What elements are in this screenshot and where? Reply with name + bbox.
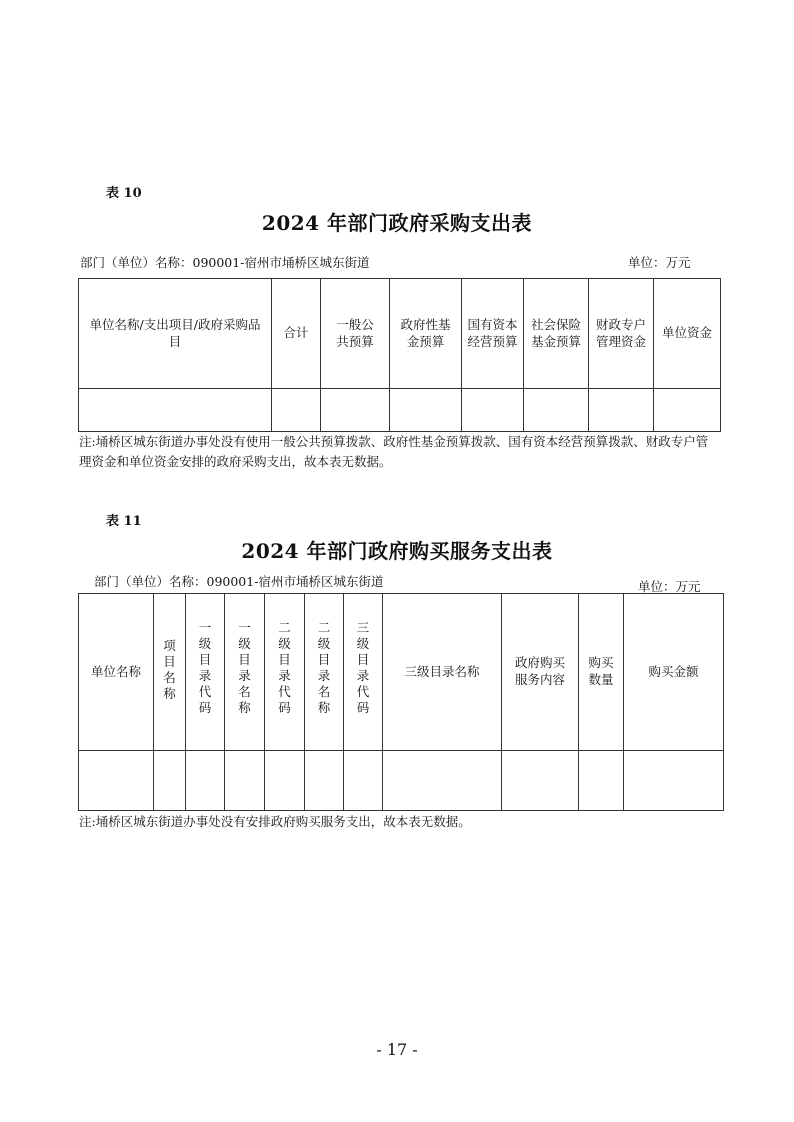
table10-grid	[78, 278, 721, 432]
table10-header-cell: 政府性基金预算	[390, 279, 462, 389]
table11-dept: 部门（单位）名称：090001-宿州市埇桥区城东街道	[94, 574, 384, 589]
table10-cell	[321, 389, 390, 432]
table10-header-row	[79, 279, 721, 389]
table10-header-cell: 合计	[272, 279, 321, 389]
table11-cell	[383, 751, 502, 811]
table11-header-cell	[344, 594, 383, 751]
table11-unit: 单位：万元	[638, 579, 701, 594]
table11-header-text: 一级目录代码	[198, 620, 212, 715]
table11-header-text: 二级目录名称	[317, 620, 331, 715]
table10-empty-row	[79, 389, 721, 432]
table11-header-cell	[154, 594, 186, 751]
table10-dept: 部门（单位）名称：090001-宿州市埇桥区城东街道	[80, 255, 370, 270]
table10-header-cell: 财政专户管理资金	[589, 279, 654, 389]
table10-header-cell: 一般公共预算	[321, 279, 390, 389]
table10-cell	[589, 389, 654, 432]
table10-cell	[524, 389, 589, 432]
table11-cell	[79, 751, 154, 811]
table10-cell	[390, 389, 462, 432]
table11-header-cell	[265, 594, 305, 751]
table10-cell	[272, 389, 321, 432]
table11-header-row	[79, 594, 724, 751]
table10-cell	[462, 389, 524, 432]
table11-grid	[78, 593, 724, 811]
table11-header-cell: 政府购买服务内容	[502, 594, 579, 751]
table10-title: 2024 年部门政府采购支出表	[261, 211, 533, 235]
table11-header-text: 一级目录名称	[238, 620, 251, 715]
table11-title: 2024 年部门政府购买服务支出表	[241, 539, 553, 563]
table11-header-cell	[186, 594, 225, 751]
table11-cell	[225, 751, 265, 811]
table11-header-cell: 三级目录名称	[383, 594, 502, 751]
table11-cell	[579, 751, 624, 811]
table10-header-cell: 单位名称/支出项目/政府采购品目	[79, 279, 272, 389]
table11-header-text: 三级目录代码	[356, 620, 370, 715]
table11-header-cell: 单位名称	[79, 594, 154, 751]
table11-label: 表 11	[106, 514, 142, 529]
table10-header-cell: 国有资本经营预算	[462, 279, 524, 389]
table11-cell	[305, 751, 344, 811]
table10-label: 表 10	[106, 186, 142, 201]
table11-header-cell: 购买数量	[579, 594, 624, 751]
table11-empty-row	[79, 751, 724, 811]
table11-cell	[502, 751, 579, 811]
table11-header-cell	[225, 594, 265, 751]
table11-cell	[154, 751, 186, 811]
table10-header-cell: 单位资金	[654, 279, 721, 389]
table10-cell	[79, 389, 272, 432]
table11-cell	[624, 751, 724, 811]
table11-cell	[265, 751, 305, 811]
table10-unit: 单位：万元	[628, 255, 691, 270]
table10-header-cell: 社会保险基金预算	[524, 279, 589, 389]
table11-cell	[344, 751, 383, 811]
table11-header-cell: 购买金额	[624, 594, 724, 751]
table10-note: 注:埇桥区城东街道办事处没有使用一般公共预算拨款、政府性基金预算拨款、国有资本经营预算拨款、财政专户管理资金和单位资金安排的政府采购支出，故本表无数据。	[79, 434, 709, 469]
table10-cell	[654, 389, 721, 432]
table11-cell	[186, 751, 225, 811]
table11-note: 注:埇桥区城东街道办事处没有安排政府购买服务支出，故本表无数据。	[79, 814, 471, 829]
table11-header-text: 项目名称	[163, 638, 176, 701]
table11-header-text: 二级目录代码	[278, 620, 291, 715]
table11-header-cell	[305, 594, 344, 751]
page-number: - 17 -	[376, 1040, 418, 1059]
